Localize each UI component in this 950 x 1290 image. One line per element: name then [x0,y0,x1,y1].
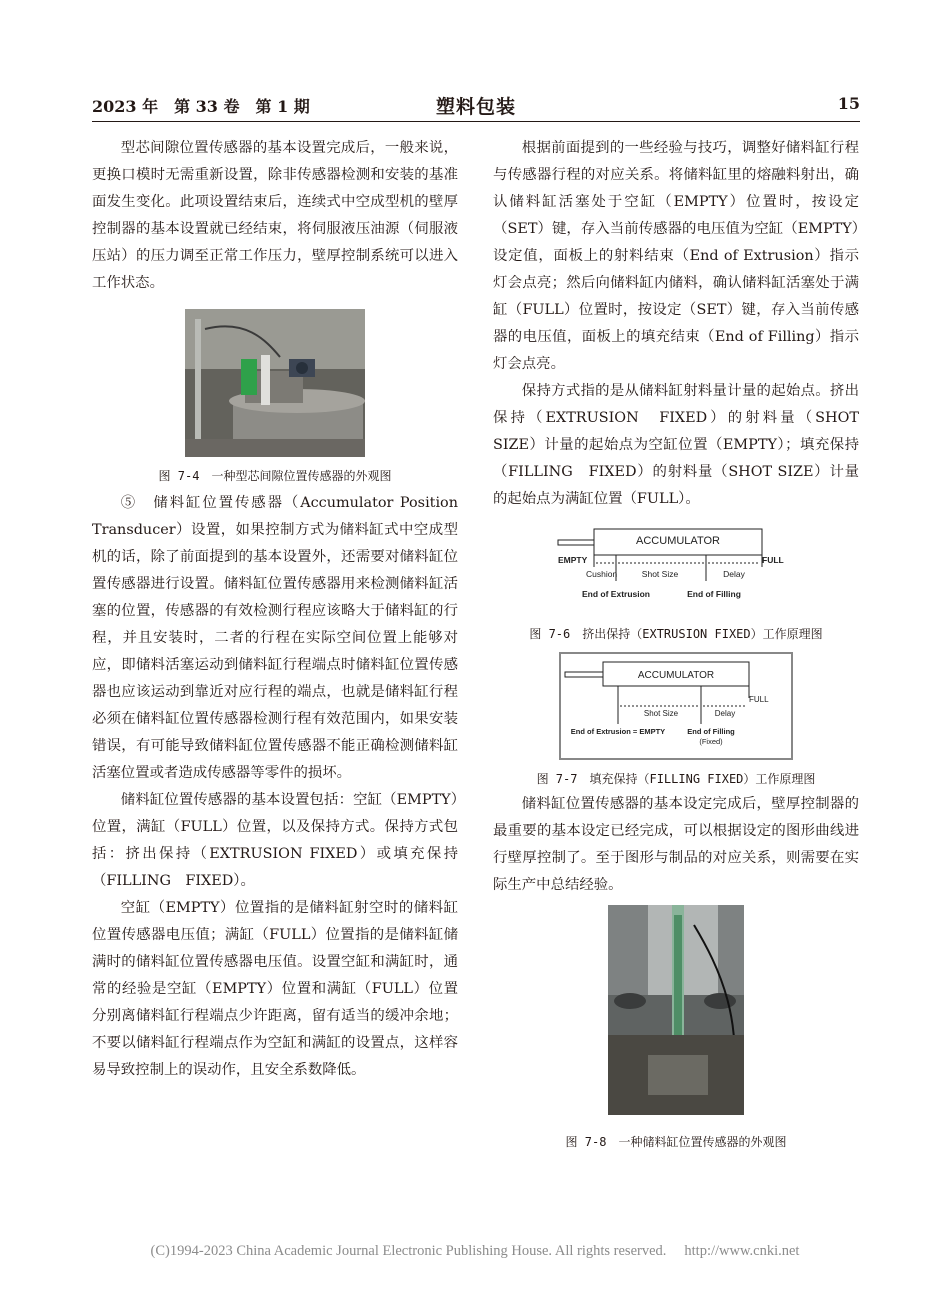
fig7-title: ACCUMULATOR [637,670,715,681]
right-column [493,135,859,1150]
extrusion-fixed-diagram [556,525,796,621]
figure-caption: 图 7-6 挤出保持（EXTRUSION FIXED）工作原理图 [529,627,823,641]
issue-info: 2023 年 第 33 卷 第 1 期 [92,97,310,116]
page-number: 15 [837,94,860,113]
paragraph: ⑤ 储料缸位置传感器（Accumulator Position Transducer）设置，如果控制方式为储料缸式中空成型机的话，除了前面提到的基本设置外，还需要对储料缸位置传感器进行设置。储料缸位置传感器用来检测储料缸活塞的位置，传感器的有效检测行程应该略大于储料缸的行程，并且安装时，二者的行程在实际空间位置上能够对应，即储料活塞运动到储料缸行程端点时储料缸位置传感器也应该运动到靠近对应行程的端点，也就是储料缸行程必须在储料缸位置传感器检测行程有效范围内，如果安装错误，有可能导致储料缸位置传感器不能正确检测储料缸活塞位置或者造成传感器等零件的损坏。 [92,495,458,781]
fig7-delay: Delay [714,709,736,718]
fig6-delay: Delay [723,569,745,579]
journal-title: 塑料包装 [435,96,516,118]
accumulator-photo-illustration [608,905,744,1115]
figure-caption: 图 7-8 一种储料缸位置传感器的外观图 [565,1135,787,1149]
figure-caption: 图 7-4 一种型芯间隙位置传感器的外观图 [158,469,392,483]
paragraph: 根据前面提到的一些经验与技巧，调整好储料缸行程与传感器行程的对应关系。将储料缸里的熔融料射出，确认储料缸活塞处于空缸（EMPTY）位置时，按设定（SET）键，存入当前传感器的电压值为空缸（EMPTY）设定值，面板上的射料结束（End of Extrusion）指示灯会点亮；然后向储料缸内储料，确认储料缸活塞处于满缸（FULL）位置时，按设定（SET）键，存入当前传感器的电压值，面板上的填充结束（End of Filling）指示灯会点亮。 [493,140,859,372]
fig7-full-label: FULL [749,695,769,704]
fig7-fixed: (Fixed) [699,737,723,746]
fig6-shot-size: Shot Size [641,569,679,579]
paragraph: 储料缸位置传感器的基本设定完成后，壁厚控制器的最重要的基本设定已经完成，可以根据设定的图形曲线进行壁厚控制了。至于图形与制品的对应关系，则需要在实际生产中总结经验。 [493,796,859,893]
accumulator-sensor-photo [608,905,744,1115]
left-column [92,135,458,1084]
fig6-title: ACCUMULATOR [636,535,720,547]
fig7-svg [561,654,791,758]
copyright-text: (C)1994-2023 China Academic Journal Electronic Publishing House. All rights reserved. [150,1243,667,1259]
fig6-end-extrusion: End of Extrusion [582,589,650,599]
figure-caption: 图 7-7 填充保持（FILLING FIXED）工作原理图 [536,772,816,786]
fig7-end-extrusion: End of Extrusion = EMPTY [570,727,666,736]
copyright-footer [0,1243,950,1260]
paragraph: 保持方式指的是从储料缸射料量计量的起始点。挤出保持（EXTRUSION FIXED）的射料量（SHOT SIZE）计量的起始点为空缸位置（EMPTY）；填充保持（FILLING FIXED）的射料量（SHOT SIZE）计量的起始点为满缸位置（FULL）。 [493,383,859,507]
sensor-photo-illustration [185,309,365,457]
paragraph: 空缸（EMPTY）位置指的是储料缸射空时的储料缸位置传感器电压值；满缸（FULL）位置指的是储料缸储满时的储料缸位置传感器电压值。设置空缸和满缸时，通常的经验是空缸（EMPTY）位置和满缸（FULL）位置分别离储料缸行程端点少许距离，留有适当的缓冲余地；不要以储料缸行程端点作为空缸和满缸的设置点，这样容易导致控制上的误动作，且安全系数降低。 [92,900,458,1078]
paragraph: 储料缸位置传感器的基本设置包括：空缸（EMPTY）位置，满缸（FULL）位置，以及保持方式。保持方式包括：挤出保持（EXTRUSION FIXED）或填充保持（FILLING FIXED）。 [92,792,458,889]
paragraph: 型芯间隙位置传感器的基本设置完成后，一般来说，更换口模时无需重新设置，除非传感器检测和安装的基准面发生变化。此项设置结束后，连续式中空成型机的壁厚控制器的基本设置就已经结束，将伺服液压油源（伺服液压站）的压力调至正常工作压力，壁厚控制系统可以进入工作状态。 [92,140,458,291]
cnki-link[interactable]: http://www.cnki.net [684,1243,800,1259]
core-gap-sensor-photo [185,309,365,457]
fig7-shot-size: Shot Size [643,709,679,718]
filling-fixed-diagram [559,652,793,760]
fig7-end-filling: End of Filling [687,727,735,736]
fig6-empty-label: EMPTY [558,555,588,565]
header-rule [92,121,860,122]
running-header [92,94,860,118]
fig6-end-filling: End of Filling [687,589,741,599]
fig6-svg [556,525,796,621]
fig6-full-label: FULL [762,555,784,565]
fig6-cushion: Cushion [586,569,618,579]
